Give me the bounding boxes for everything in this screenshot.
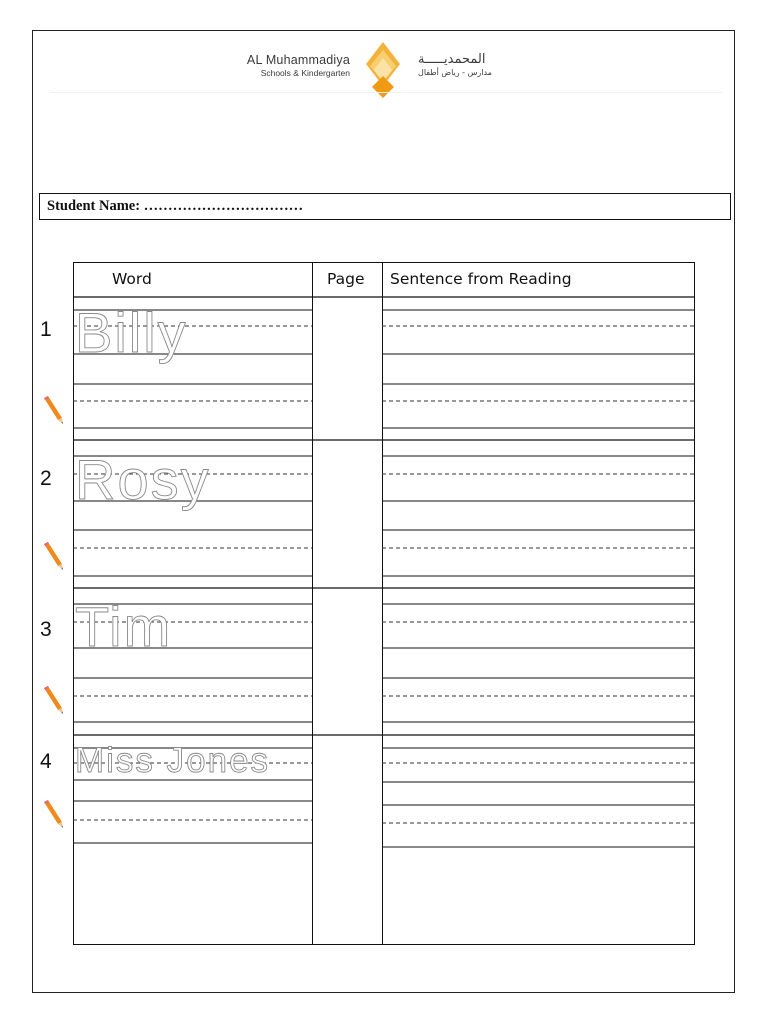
row-number-1: 1 — [40, 318, 52, 341]
column-header-page: Page — [327, 270, 365, 288]
pencil-icon — [42, 396, 64, 424]
school-title-en: AL Muhammadiya — [246, 53, 350, 67]
trace-word-2: Rosy — [75, 448, 211, 511]
school-title-ar: المحمديـــــة — [418, 52, 486, 67]
pencil-icon — [42, 542, 64, 570]
school-subtitle-ar: مدارس - رياض أطفال — [418, 68, 492, 77]
trace-word-3: Tim — [75, 595, 173, 658]
pencil-icon — [42, 800, 64, 828]
school-subtitle-en: Schools & Kindergarten — [260, 68, 350, 78]
column-header-word: Word — [112, 270, 152, 288]
student-name-field[interactable]: Student Name: …………………………… — [39, 193, 731, 220]
trace-word-1: Billy — [75, 301, 188, 364]
row-number-4: 4 — [40, 750, 52, 773]
row-number-3: 3 — [40, 618, 52, 641]
row-number-2: 2 — [40, 467, 52, 490]
pencil-icon — [42, 686, 64, 714]
trace-word-4: Miss Jones — [75, 741, 271, 780]
column-header-sentence: Sentence from Reading — [390, 270, 572, 288]
